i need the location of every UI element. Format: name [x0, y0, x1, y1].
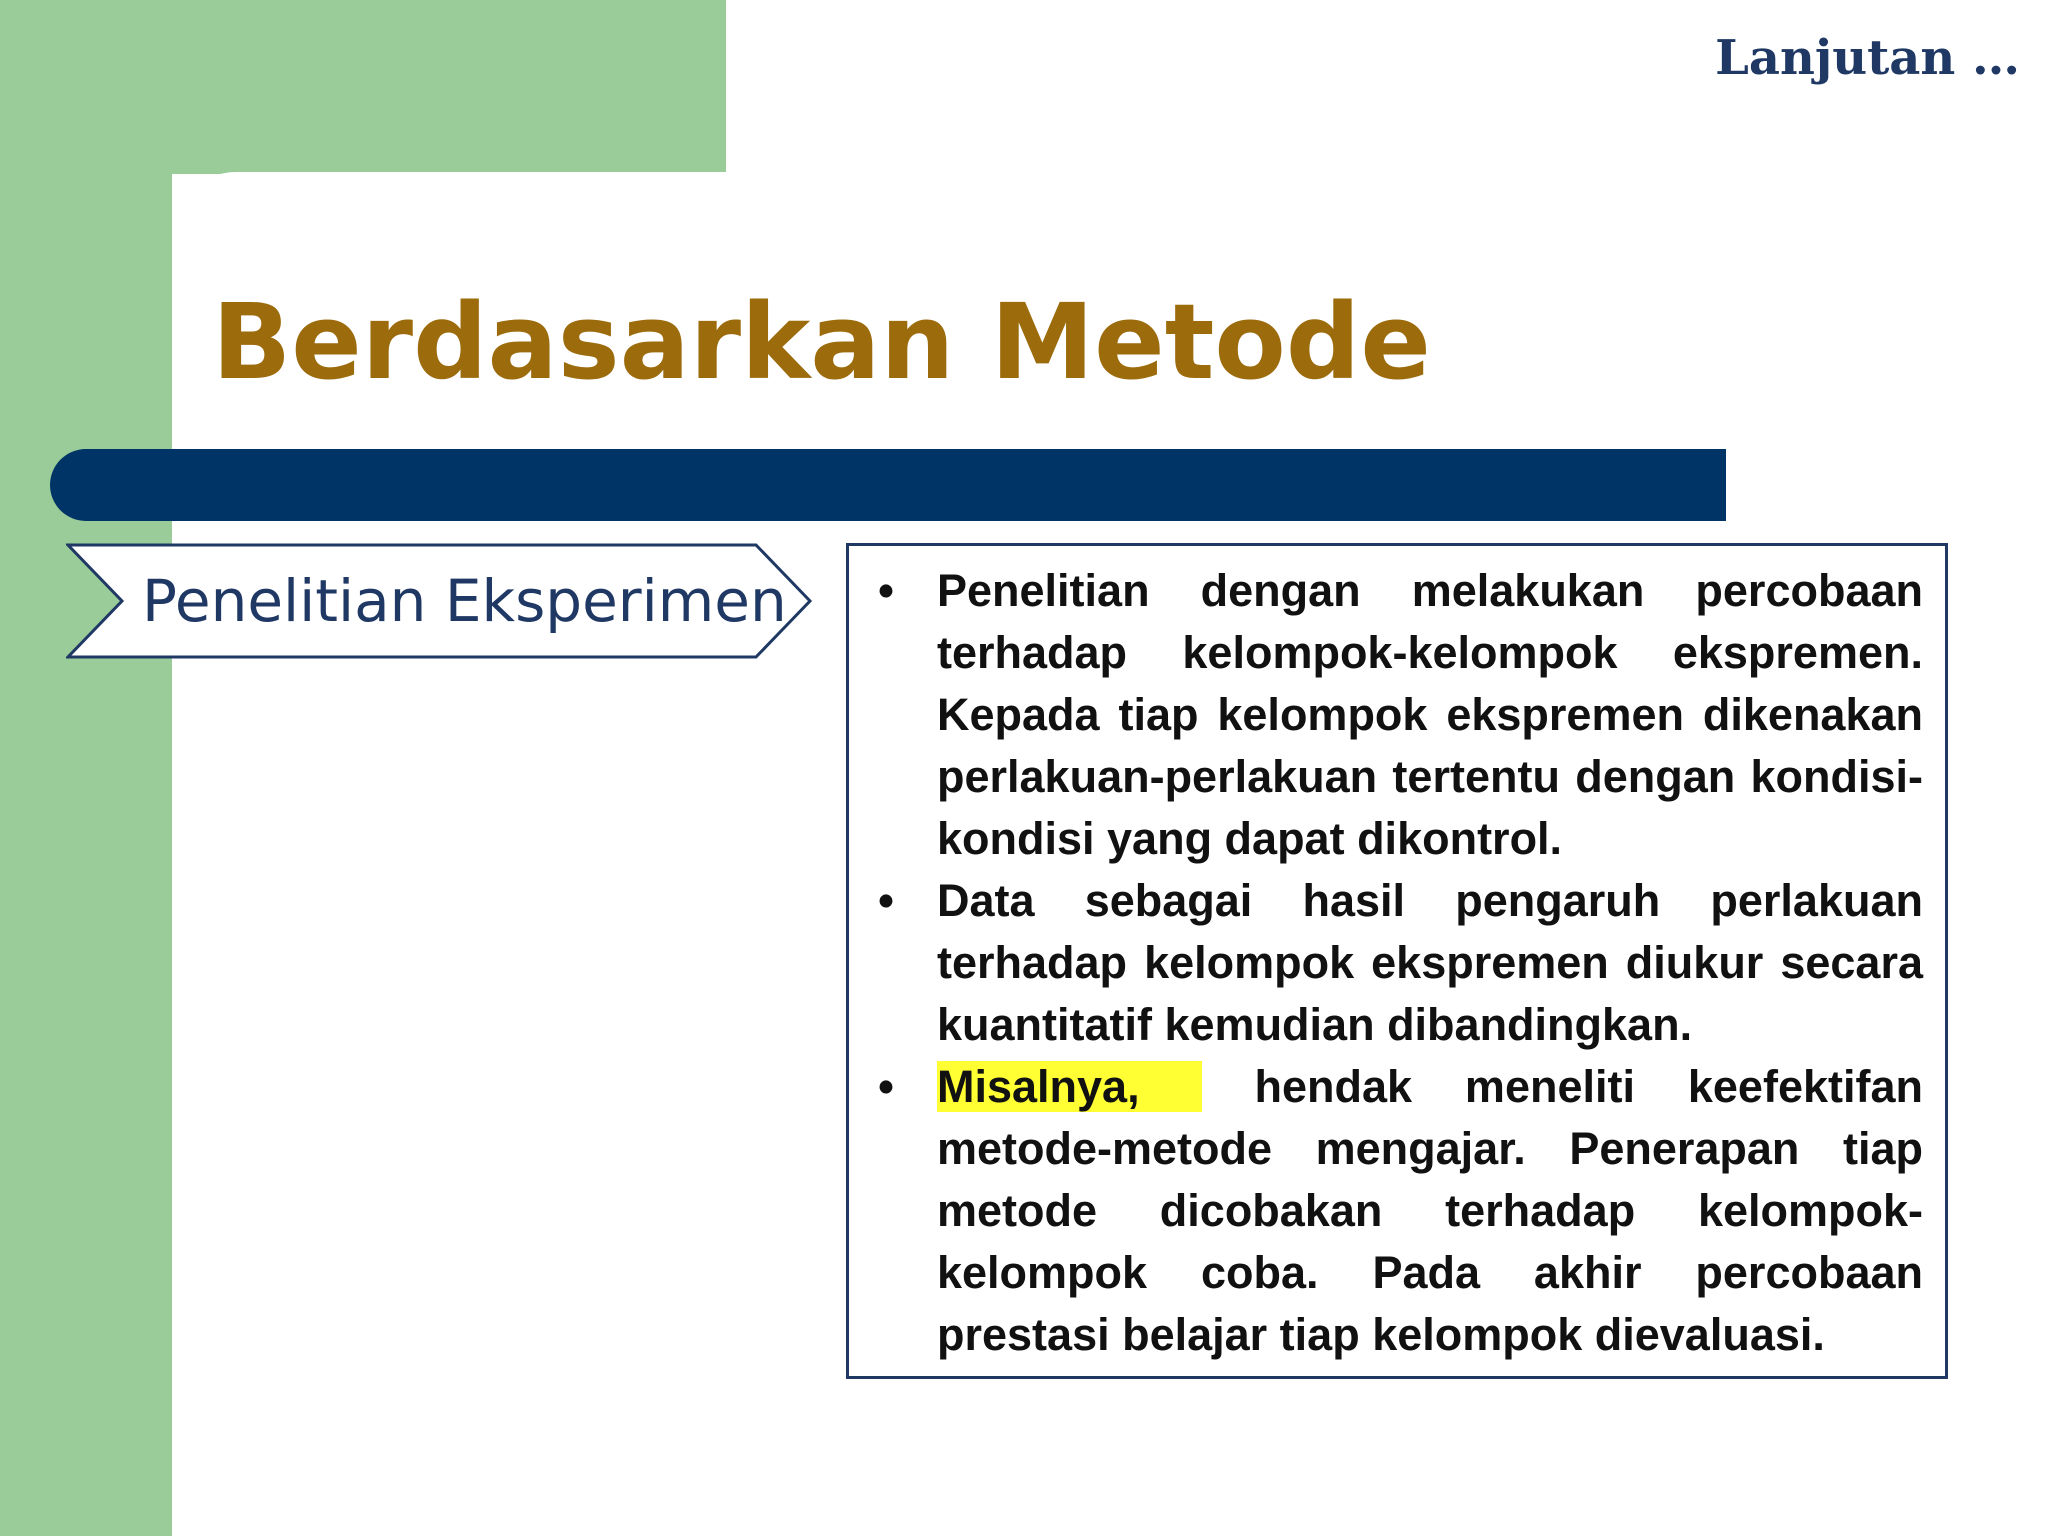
- continuation-note: Lanjutan …: [1715, 30, 2020, 86]
- bullet-dot-icon: •: [878, 1061, 894, 1112]
- description-box: [846, 543, 1948, 1379]
- slide-title: Berdasarkan Metode: [212, 281, 1431, 403]
- bullet-list: [871, 560, 1923, 1366]
- bullet-text: Data sebagai hasil pengaruh perlakuan terhadap kelompok ekspremen diukur secara kuantitatif kemudian dibandingkan.: [937, 875, 1923, 1050]
- bullet-dot-icon: •: [878, 565, 894, 616]
- bullet-item: [871, 560, 1923, 870]
- bullet-item: [871, 870, 1923, 1056]
- left-green-band: [0, 0, 172, 1536]
- highlighted-word: Misalnya,: [937, 1061, 1202, 1112]
- bullet-text: hendak meneliti keefektifan metode-metode mengajar. Penerapan tiap metode dicobakan terhadap kelompok-kelompok coba. Pada akhir percobaan prestasi belajar tiap kelompok dievaluasi.: [937, 1061, 1923, 1360]
- bullet-text: Penelitian dengan melakukan percobaan terhadap kelompok-kelompok ekspremen. Kepada tiap kelompok ekspremen dikenakan perlakuan-perlakuan tertentu dengan kondisi-kondisi yang dapat dikontrol.: [937, 565, 1923, 864]
- category-label: Penelitian Eksperimen: [142, 567, 787, 635]
- bullet-item: [871, 1056, 1923, 1366]
- title-underline-bar: [50, 449, 1726, 521]
- bullet-dot-icon: •: [878, 875, 894, 926]
- top-green-band: [0, 0, 726, 174]
- category-chevron: [66, 543, 814, 659]
